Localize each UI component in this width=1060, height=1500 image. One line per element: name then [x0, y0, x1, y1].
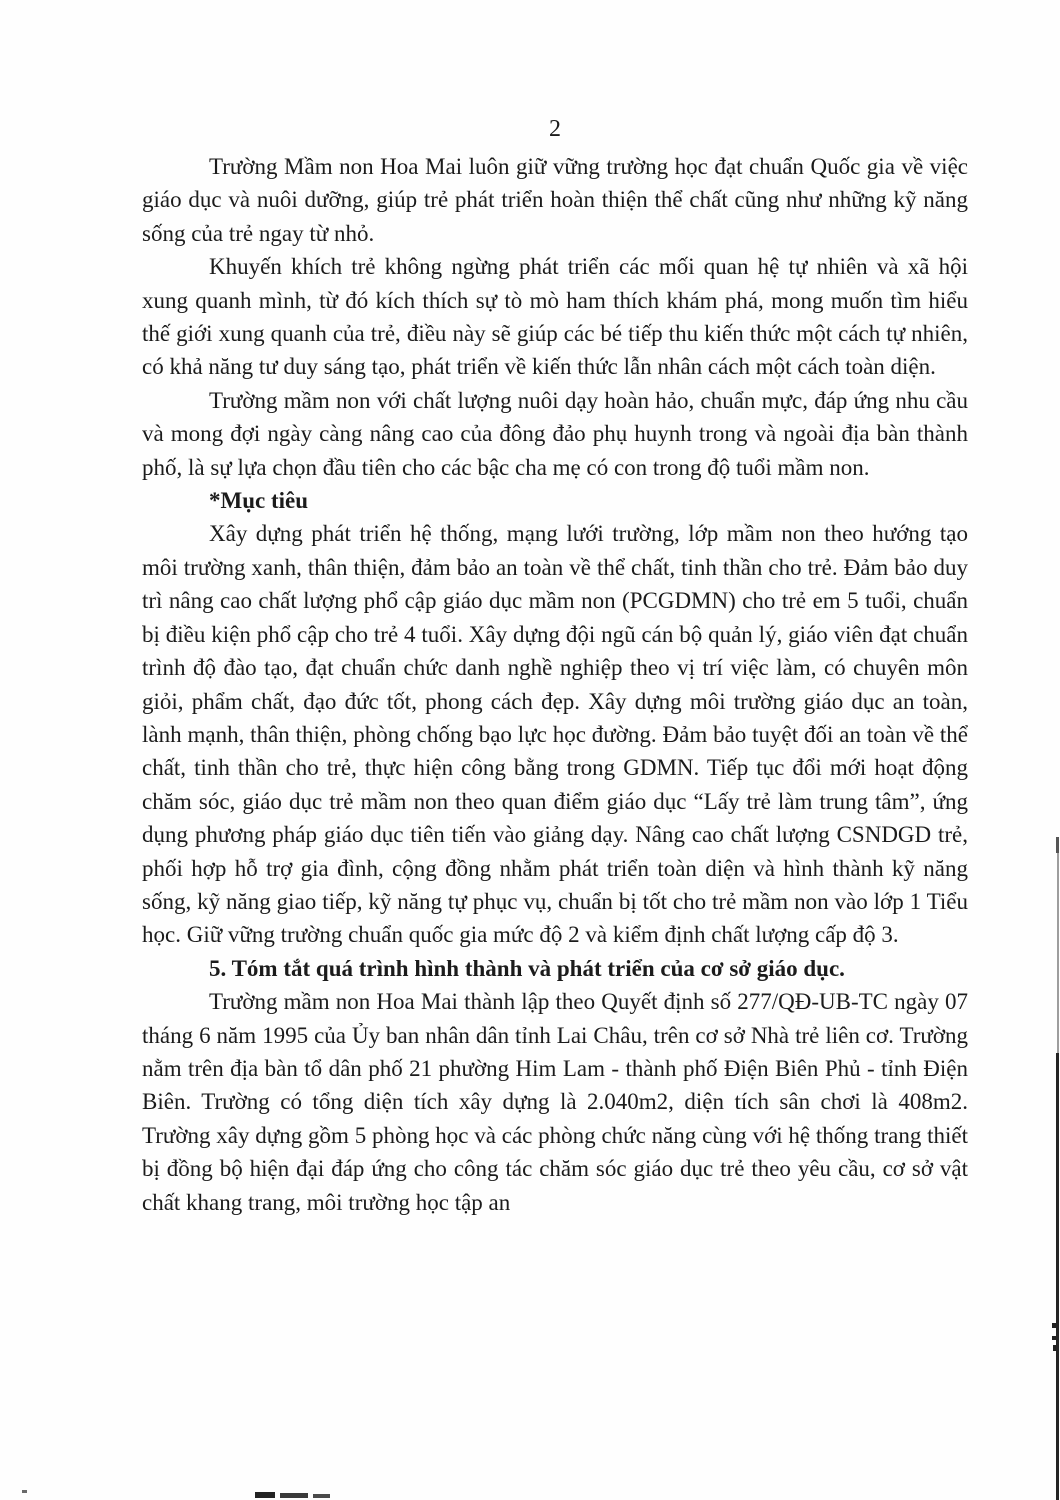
scan-artifact-cutoff-text-fragment	[313, 1494, 330, 1498]
section-heading: 5. Tóm tắt quá trình hình thành và phát triển của cơ sở giáo dục.	[209, 955, 845, 981]
page-number: 2	[549, 116, 561, 142]
body-paragraph: Trường mầm non Hoa Mai thành lập theo Quyết định số 277/QĐ-UB-TC ngày 07 tháng 6 năm 1995 của Ủy ban nhân dân tỉnh Lai Châu, trên cơ sở Nhà trẻ liên cơ. Trường nằm trên địa bàn tổ dân phố 21 phường Him Lam - thành phố Điện Biên Phủ - tỉnh Điện Biên. Trường có tổng diện tích xây dựng là 2.040m2, diện tích sân chơi là 408m2. Trường xây dựng gồm 5 phòng học và các phòng chức năng cùng với hệ thống trang thiết bị đồng bộ hiện đại đáp ứng cho công tác chăm sóc giáo dục trẻ theo yêu cầu, cơ sở vật chất khang trang, môi trường học tập an	[142, 989, 968, 1215]
scan-artifact-cutoff-text-fragment	[280, 1493, 308, 1498]
scan-artifact-edge-notch	[1053, 1345, 1056, 1351]
scan-artifact-right-edge-line-light	[1057, 853, 1059, 1053]
body-paragraph: Khuyến khích trẻ không ngừng phát triển các mối quan hệ tự nhiên và xã hội xung quanh mình, từ đó kích thích sự tò mò ham thích khám phá, mong muốn tìm hiểu thế giới xung quanh của trẻ, điều này sẽ giúp các bé tiếp thu kiến thức một cách tự nhiên, có khả năng tư duy sáng tạo, phát triển về kiến thức lẫn nhân cách một cách toàn diện.	[142, 254, 968, 380]
body-paragraph: Trường mầm non với chất lượng nuôi dạy hoàn hảo, chuẩn mực, đáp ứng nhu cầu và mong đợi ngày càng nâng cao của đông đảo phụ huynh trong và ngoài địa bàn thành phố, là sự lựa chọn đầu tiên cho các bậc cha mẹ có con trong độ tuổi mầm non.	[142, 387, 968, 480]
scan-artifact-cutoff-text-fragment	[255, 1492, 275, 1498]
document-body	[142, 150, 968, 1219]
scan-artifact-right-edge-tick	[1056, 837, 1059, 853]
body-paragraph: Xây dựng phát triển hệ thống, mạng lưới trường, lớp mầm non theo hướng tạo môi trường xanh, thân thiện, đảm bảo an toàn về thể chất, tinh thần cho trẻ. Đảm bảo duy trì nâng cao chất lượng phổ cập giáo dục mầm non (PCGDMN) cho trẻ em 5 tuổi, chuẩn bị điều kiện phổ cập cho trẻ 4 tuổi. Xây dựng đội ngũ cán bộ quản lý, giáo viên đạt chuẩn trình độ đào tạo, đạt chuẩn chức danh nghề nghiệp theo vị trí việc làm, có chuyên môn giỏi, phẩm chất, đạo đức tốt, phong cách đẹp. Xây dựng môi trường giáo dục an toàn, lành mạnh, thân thiện, phòng chống bạo lực học đường. Đảm bảo tuyệt đối an toàn về thể chất, tinh thần cho trẻ, thực hiện công bằng trong GDMN. Tiếp tục đổi mới hoạt động chăm sóc, giáo dục trẻ mầm non theo quan điểm giáo dục “Lấy trẻ làm trung tâm”, ứng dụng phương pháp giáo dục tiên tiến vào giảng dạy. Nâng cao chất lượng CSNDGD trẻ, phối hợp hỗ trợ gia đình, cộng đồng nhằm phát triển toàn diện và hình thành kỹ năng sống, kỹ năng giao tiếp, kỹ năng tự phục vụ, chuẩn bị tốt cho trẻ mầm non vào lớp 1 Tiểu học. Giữ vững trường chuẩn quốc gia mức độ 2 và kiểm định chất lượng cấp độ 3.	[142, 521, 968, 948]
body-paragraph: Trường Mầm non Hoa Mai luôn giữ vững trường học đạt chuẩn Quốc gia về việc giáo dục và nuôi dưỡng, giúp trẻ phát triển hoàn thiện thể chất cũng như những kỹ năng sống của trẻ ngay từ nhỏ.	[142, 154, 968, 246]
scan-artifact-edge-notch	[1052, 1323, 1056, 1328]
section-heading: *Mục tiêu	[209, 488, 309, 514]
scan-artifact-right-edge-line-dark	[1056, 1053, 1059, 1500]
scan-artifact-speck	[22, 1490, 27, 1493]
scan-artifact-edge-notch	[1052, 1336, 1056, 1340]
